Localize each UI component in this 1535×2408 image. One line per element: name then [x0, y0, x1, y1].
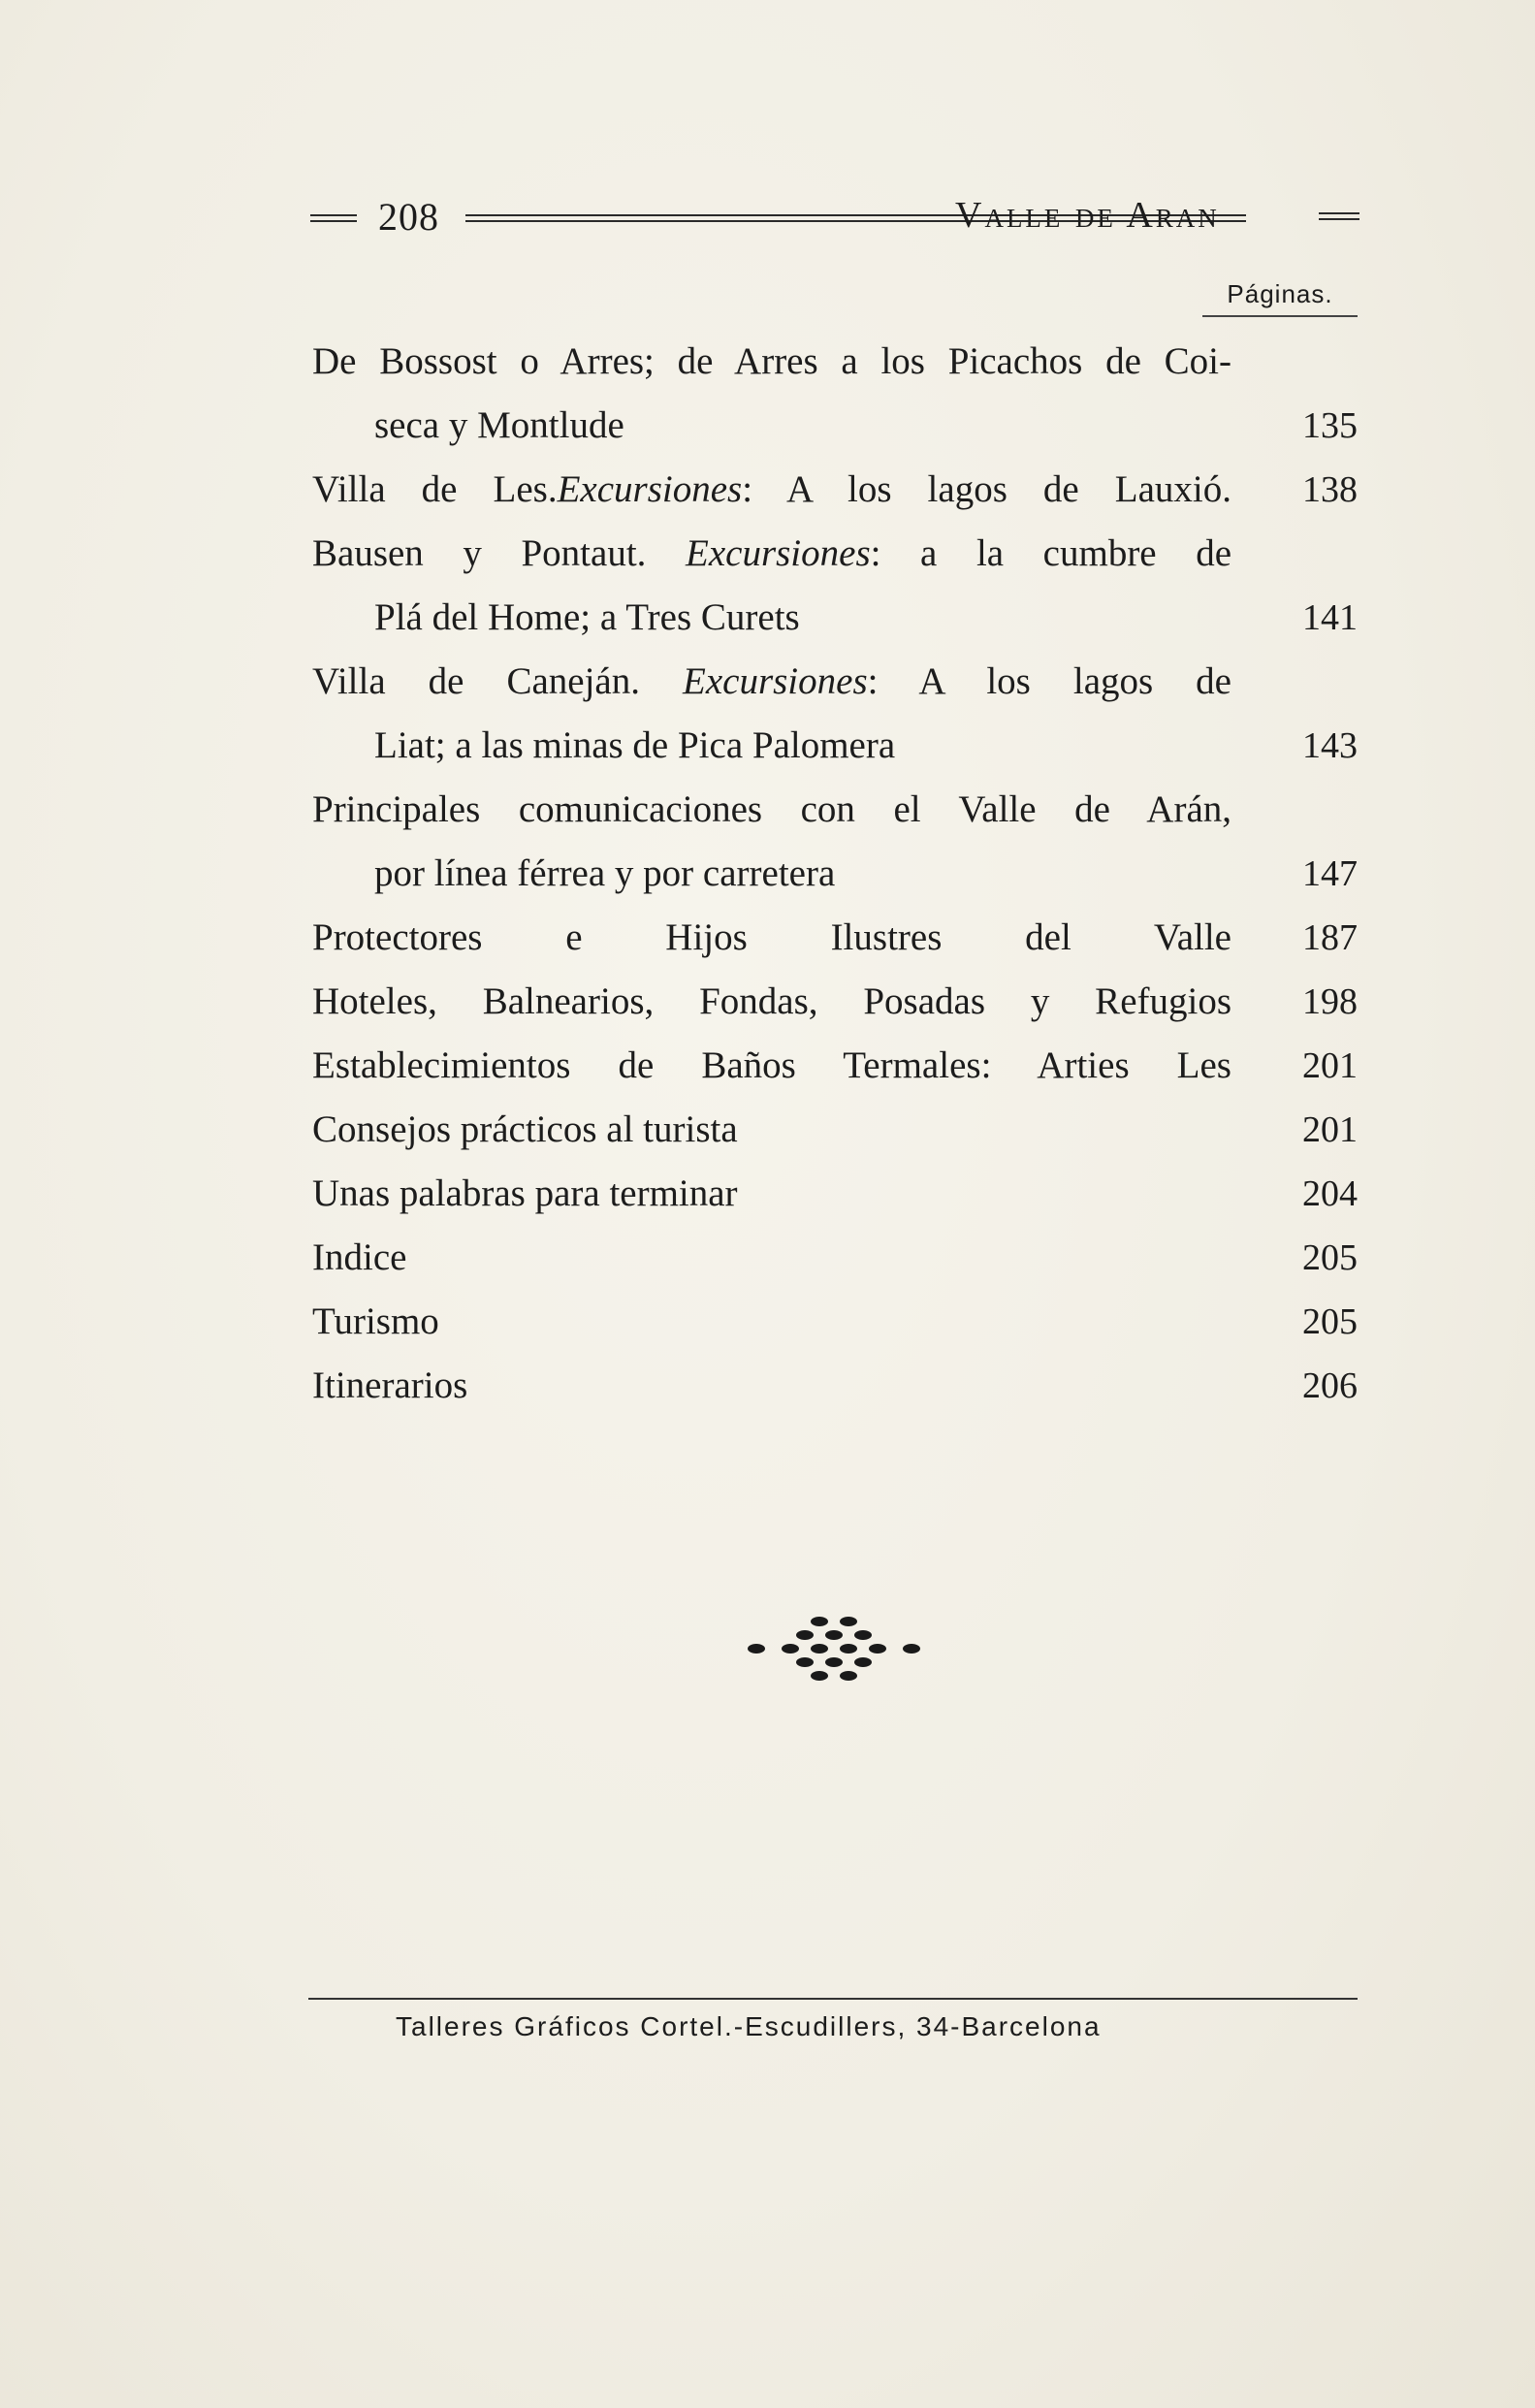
toc-entry — [312, 778, 1358, 906]
entry-line: Turismo — [312, 1300, 439, 1342]
entry-line: seca y Montlude — [374, 404, 624, 446]
entry-text: Villa de Les. — [312, 468, 558, 510]
printer-imprint: Talleres Gráficos Cortel.-Escudillers, 34-Barcelona — [396, 2011, 1102, 2041]
page-ref: 205 — [1302, 1237, 1358, 1278]
page-ref: 206 — [1302, 1365, 1358, 1406]
toc-entry — [312, 458, 1358, 522]
toc-entry — [312, 1354, 1358, 1418]
running-title: Valle de Aran — [955, 195, 1220, 236]
toc-entry — [312, 522, 1358, 650]
footer-rule — [308, 1998, 1358, 2000]
toc-entry — [312, 1290, 1358, 1354]
entry-text-after: : A los lagos de Lauxió. — [742, 468, 1231, 510]
page-ref: 143 — [1302, 725, 1358, 766]
page-ref: 141 — [1302, 597, 1358, 638]
entry-text: Villa de Caneján. — [312, 660, 683, 702]
header-rule-left — [310, 214, 357, 222]
page-ref: 147 — [1302, 853, 1358, 894]
page-ref: 198 — [1302, 981, 1358, 1022]
toc-entry — [312, 650, 1358, 778]
entry-line — [312, 650, 1358, 714]
entry-line: Hoteles, Balnearios, Fondas, Posadas y Refugios — [312, 980, 1231, 1022]
entry-emphasis: Excursiones — [683, 660, 868, 702]
entry-line: Protectores e Hijos Ilustres del Valle — [312, 916, 1231, 958]
toc-entry — [312, 1034, 1358, 1098]
entry-line: Itinerarios — [312, 1365, 468, 1406]
entry-line: Consejos prácticos al turista — [312, 1108, 738, 1150]
pages-column-label: Páginas. — [1202, 279, 1358, 317]
toc-entry — [312, 906, 1358, 970]
entry-line: Principales comunicaciones con el Valle de Arán, — [312, 788, 1231, 830]
entry-line: Unas palabras para terminar — [312, 1172, 738, 1214]
page-ref: 205 — [1302, 1301, 1358, 1342]
entry-emphasis: Excursiones — [686, 532, 871, 574]
page-ref: 201 — [1302, 1109, 1358, 1150]
toc-entry — [312, 1098, 1358, 1162]
entry-text: Bausen y Pontaut. — [312, 532, 686, 574]
entry-line: Establecimientos de Baños Termales: Arties Les — [312, 1044, 1231, 1086]
entry-line: por línea férrea y por carretera — [374, 852, 836, 894]
page-ref: 138 — [1302, 469, 1358, 510]
page-number: 208 — [378, 195, 439, 239]
entry-line — [312, 522, 1358, 586]
header-rule-right — [1319, 212, 1359, 220]
entry-line: Indice — [312, 1236, 407, 1278]
entry-line: Liat; a las minas de Pica Palomera — [374, 724, 896, 766]
page-ref: 201 — [1302, 1045, 1358, 1086]
entry-emphasis: Excursiones — [557, 468, 743, 510]
toc-entry — [312, 1226, 1358, 1290]
toc-entry — [312, 1162, 1358, 1226]
page-ref: 204 — [1302, 1173, 1358, 1214]
table-of-contents — [312, 330, 1358, 1418]
entry-text-after: : A los lagos de — [867, 660, 1231, 702]
entry-line: De Bossost o Arres; de Arres a los Picachos de Coi- — [312, 340, 1231, 382]
page-header — [310, 194, 1358, 242]
diamond-ornament-icon — [737, 1615, 931, 1683]
page-ref: 135 — [1302, 405, 1358, 446]
page-ref: 187 — [1302, 917, 1358, 958]
toc-entry — [312, 330, 1358, 458]
entry-line — [312, 458, 1358, 522]
toc-entry — [312, 970, 1358, 1034]
entry-line: Plá del Home; a Tres Curets — [374, 596, 800, 638]
entry-text-after: : a la cumbre de — [870, 532, 1232, 574]
